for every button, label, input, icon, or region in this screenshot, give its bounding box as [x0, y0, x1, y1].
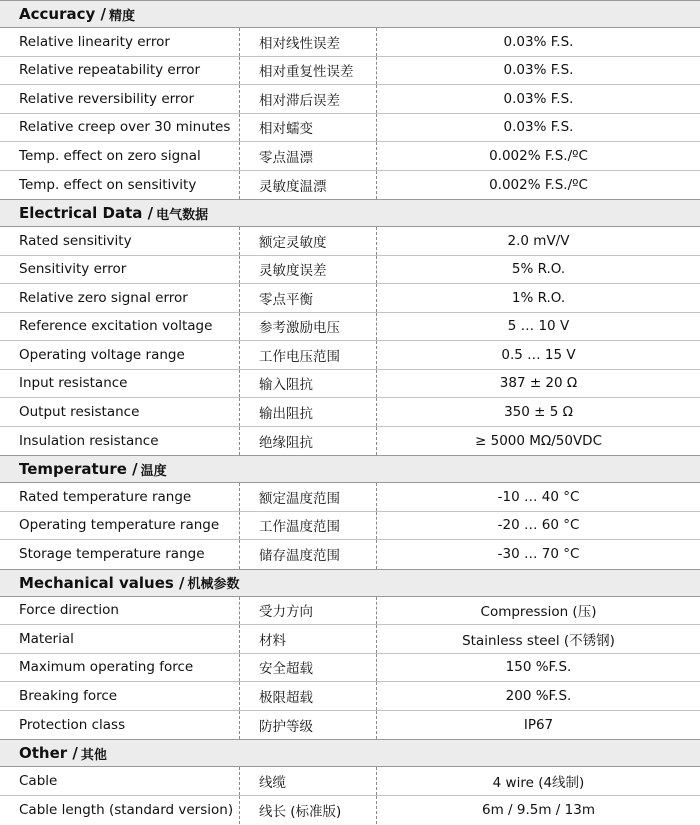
table-row	[0, 370, 700, 399]
table-row	[0, 313, 700, 342]
param-name-en: Temp. effect on zero signal	[0, 142, 240, 170]
param-name-zh: 相对线性误差	[240, 28, 377, 56]
param-value: Stainless steel (不锈钢)	[462, 632, 615, 649]
param-name-zh: 材料	[240, 625, 377, 653]
param-name-zh: 安全超载	[240, 654, 377, 682]
param-name-en: Rated temperature range	[0, 483, 240, 511]
param-value: IP67	[523, 716, 554, 733]
param-value: 1% R.O.	[511, 289, 566, 306]
param-name-zh: 输出阻抗	[240, 398, 377, 426]
param-value: 0.03% F.S.	[503, 33, 574, 50]
table-row	[0, 625, 700, 654]
section-header	[0, 199, 700, 227]
param-value: 0.002% F.S./ºC	[489, 176, 588, 193]
param-name-en: Storage temperature range	[0, 540, 240, 569]
table-row	[0, 57, 700, 86]
table-row	[0, 341, 700, 370]
param-name-zh: 相对滞后误差	[240, 85, 377, 113]
param-name-en: Input resistance	[0, 370, 240, 398]
param-name-zh: 相对蠕变	[240, 114, 377, 142]
param-name-en: Relative zero signal error	[0, 284, 240, 312]
param-name-zh: 灵敏度温漂	[240, 171, 377, 200]
param-name-zh: 工作电压范围	[240, 341, 377, 369]
param-name-zh: 线缆	[240, 767, 377, 795]
param-name-zh: 灵敏度误差	[240, 256, 377, 284]
table-row	[0, 284, 700, 313]
section-title-en: Mechanical values /	[19, 573, 185, 592]
table-row	[0, 682, 700, 711]
section-header	[0, 569, 700, 597]
param-value: 350 ± 5 Ω	[504, 403, 573, 420]
param-value: -10 … 40 °C	[497, 488, 580, 505]
param-name-zh: 绝缘阻抗	[240, 427, 377, 456]
section-header	[0, 0, 700, 28]
section-title-en: Other /	[19, 744, 78, 762]
param-value: 0.03% F.S.	[503, 62, 574, 79]
param-name-en: Material	[0, 625, 240, 653]
param-name-en: Protection class	[0, 711, 240, 740]
table-row	[0, 597, 700, 626]
section-title-zh: 电气数据	[156, 207, 209, 223]
param-name-en: Relative reversibility error	[0, 85, 240, 113]
table-row	[0, 540, 700, 569]
param-name-zh: 输入阻抗	[240, 370, 377, 398]
section-title-zh: 机械参数	[187, 577, 240, 592]
param-name-en: Insulation resistance	[0, 427, 240, 456]
param-value: 200 %F.S.	[505, 687, 572, 704]
param-name-en: Reference excitation voltage	[0, 313, 240, 341]
param-name-en: Force direction	[0, 597, 240, 625]
table-row	[0, 711, 700, 740]
table-row	[0, 227, 700, 256]
section-other	[0, 739, 700, 824]
section-temperature	[0, 455, 700, 569]
param-name-zh: 防护等级	[240, 711, 377, 740]
param-name-en: Cable length (standard version)	[0, 796, 240, 825]
param-name-zh: 线长 (标准版)	[240, 796, 377, 825]
table-row	[0, 171, 700, 200]
param-value: 0.03% F.S.	[503, 119, 574, 136]
table-row	[0, 796, 700, 825]
param-value: -30 … 70 °C	[497, 546, 580, 563]
param-name-en: Sensitivity error	[0, 256, 240, 284]
param-name-zh: 工作温度范围	[240, 512, 377, 540]
section-title-en: Accuracy /	[19, 5, 106, 23]
table-row	[0, 85, 700, 114]
param-value: 2.0 mV/V	[507, 232, 570, 249]
section-title-en: Temperature /	[19, 460, 138, 478]
table-row	[0, 256, 700, 285]
section-title-zh: 温度	[140, 463, 167, 479]
param-name-en: Operating temperature range	[0, 512, 240, 540]
param-name-en: Relative repeatability error	[0, 57, 240, 85]
table-row	[0, 654, 700, 683]
param-value: 0.002% F.S./ºC	[489, 147, 588, 164]
param-value: Compression (压)	[480, 604, 597, 621]
param-name-en: Breaking force	[0, 682, 240, 710]
param-name-en: Cable	[0, 767, 240, 795]
param-name-en: Maximum operating force	[0, 654, 240, 682]
table-row	[0, 114, 700, 143]
param-value: 4 wire (4线制)	[492, 774, 585, 791]
param-name-zh: 零点温漂	[240, 142, 377, 170]
param-name-en: Output resistance	[0, 398, 240, 426]
section-header	[0, 455, 700, 483]
param-value: 5 … 10 V	[507, 318, 570, 335]
param-value: ≥ 5000 MΩ/50VDC	[475, 432, 602, 449]
param-name-en: Relative creep over 30 minutes	[0, 114, 240, 142]
table-row	[0, 142, 700, 171]
param-name-zh: 极限超载	[240, 682, 377, 710]
param-name-zh: 相对重复性误差	[240, 57, 377, 85]
param-name-en: Operating voltage range	[0, 341, 240, 369]
param-value: 0.03% F.S.	[503, 90, 574, 107]
table-row	[0, 512, 700, 541]
table-row	[0, 28, 700, 57]
param-name-en: Temp. effect on sensitivity	[0, 171, 240, 200]
section-accuracy	[0, 0, 700, 199]
param-value: 0.5 … 15 V	[501, 346, 576, 363]
section-title-zh: 其他	[80, 747, 107, 763]
param-value: 387 ± 20 Ω	[499, 375, 578, 392]
section-title-zh: 精度	[108, 8, 135, 24]
param-value: -20 … 60 °C	[497, 517, 580, 534]
param-name-zh: 额定温度范围	[240, 483, 377, 511]
section-mechanical-values	[0, 569, 700, 740]
section-title-en: Electrical Data /	[19, 204, 154, 222]
section-electrical-data	[0, 199, 700, 455]
table-row	[0, 767, 700, 796]
param-name-zh: 额定灵敏度	[240, 227, 377, 255]
param-name-zh: 零点平衡	[240, 284, 377, 312]
param-name-zh: 参考激励电压	[240, 313, 377, 341]
table-row	[0, 427, 700, 456]
param-value: 5% R.O.	[511, 261, 566, 278]
section-header	[0, 739, 700, 767]
param-value: 150 %F.S.	[505, 659, 572, 676]
param-value: 6m / 9.5m / 13m	[482, 801, 595, 818]
table-row	[0, 398, 700, 427]
param-name-zh: 受力方向	[240, 597, 377, 625]
table-row	[0, 483, 700, 512]
param-name-en: Relative linearity error	[0, 28, 240, 56]
param-name-zh: 储存温度范围	[240, 540, 377, 569]
param-name-en: Rated sensitivity	[0, 227, 240, 255]
